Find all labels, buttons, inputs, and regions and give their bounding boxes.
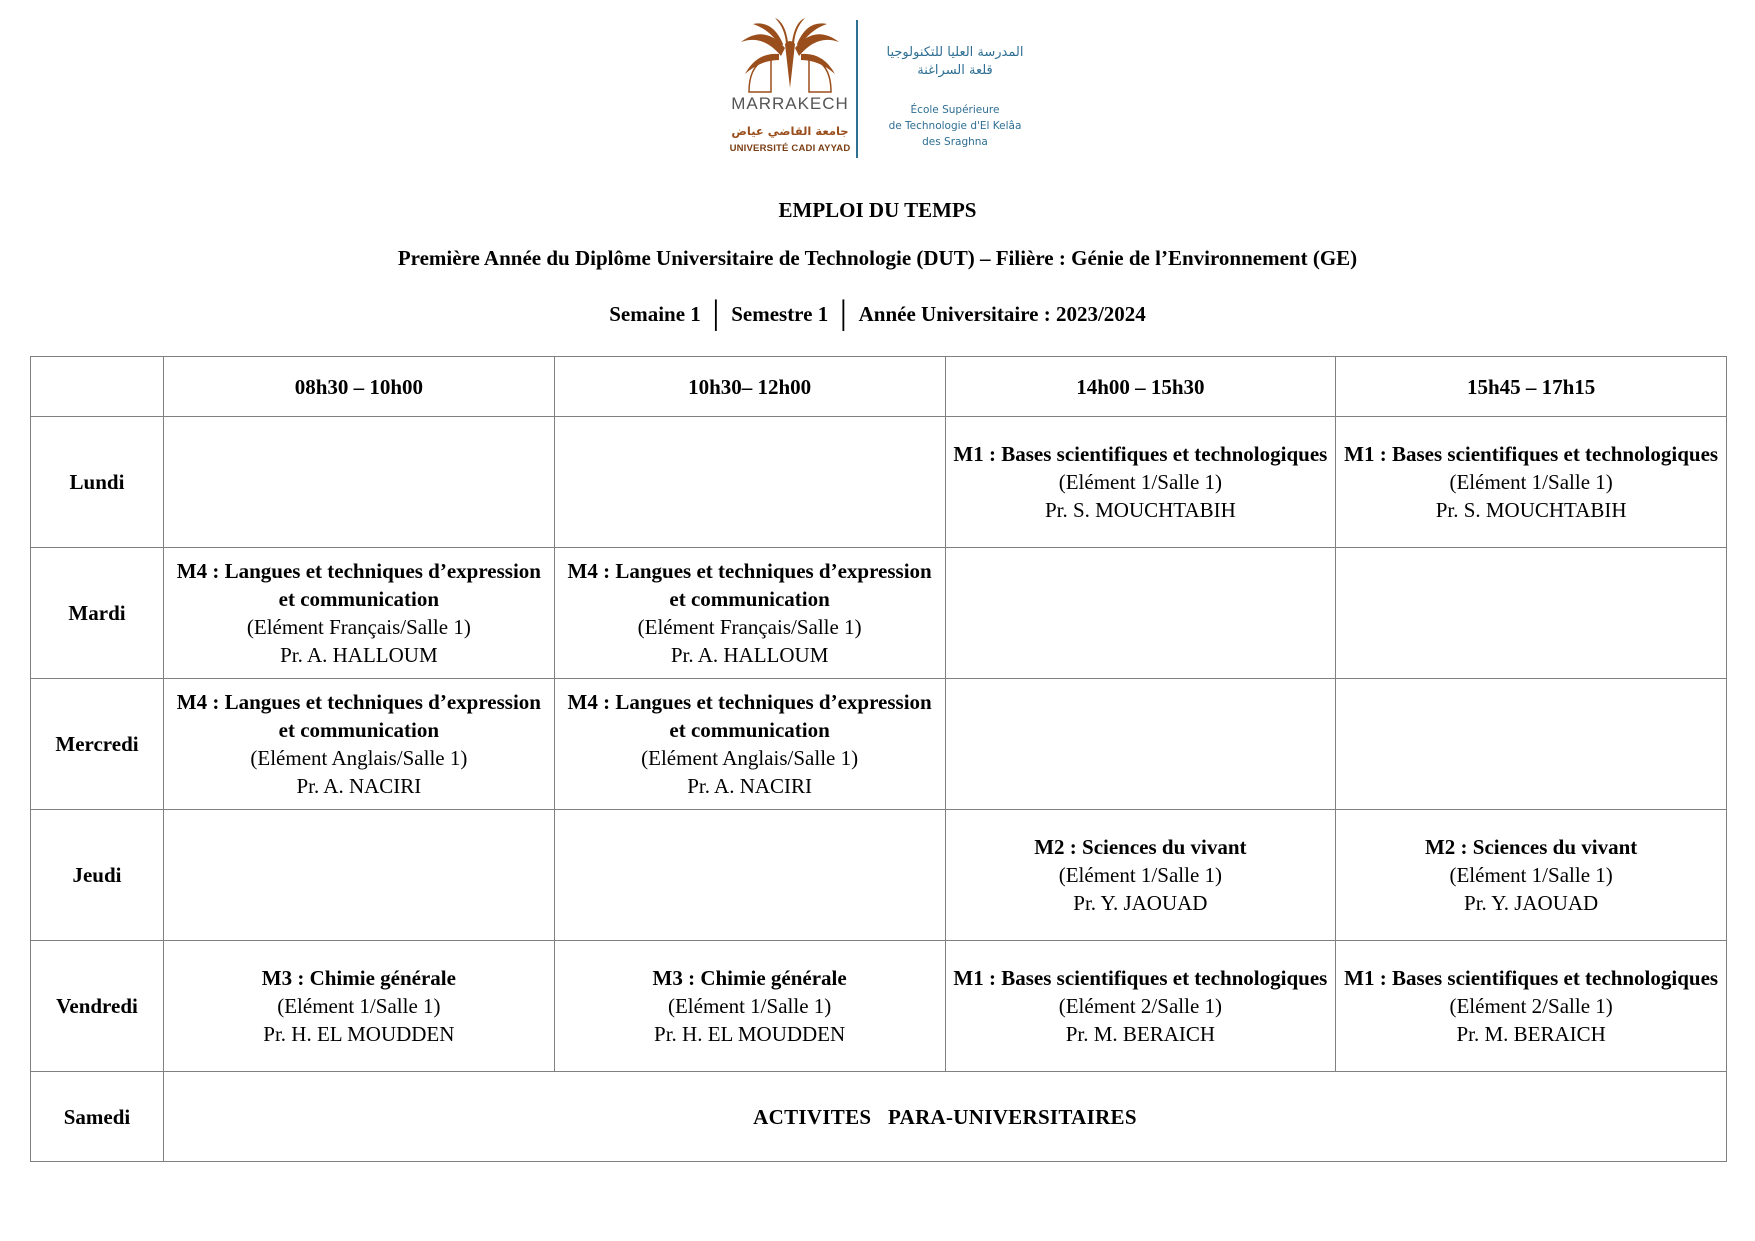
course-element-room: (Elément 1/Salle 1) — [1449, 470, 1613, 494]
day-row-mardi — [31, 548, 1727, 679]
course-professor: Pr. Y. JAOUAD — [1464, 891, 1599, 915]
course-element-room: (Elément Français/Salle 1) — [637, 615, 862, 639]
course-cell — [554, 679, 945, 810]
time-slot-header: 14h00 – 15h30 — [945, 357, 1336, 417]
course-element-room: (Elément Français/Salle 1) — [246, 615, 471, 639]
course-module: M1 : Bases scientifiques et technologiques — [953, 966, 1328, 990]
empty-cell — [554, 810, 945, 941]
course-professor: Pr. A. HALLOUM — [670, 643, 829, 667]
course-cell — [554, 548, 945, 679]
course-cell — [164, 548, 555, 679]
school-name-block — [862, 18, 1048, 160]
course-element-room: (Elément Anglais/Salle 1) — [641, 746, 859, 770]
course-module: M3 : Chimie générale — [652, 966, 847, 990]
course-cell — [554, 941, 945, 1072]
course-element-room: (Elément 1/Salle 1) — [277, 994, 441, 1018]
logo-university-arabic: جامعة القاضي عياض — [731, 124, 849, 138]
day-label: Mercredi — [31, 679, 164, 810]
empty-cell — [945, 548, 1336, 679]
timetable-grid — [30, 356, 1727, 1162]
course-cell — [1336, 810, 1727, 941]
school-name-french-line1: École Supérieure — [910, 104, 1000, 116]
semester-label: Semestre 1 — [731, 302, 829, 326]
logo-university-french: UNIVERSITÉ CADI AYYAD — [729, 143, 851, 154]
school-name-arabic — [862, 44, 1048, 80]
course-module: M4 : Langues et techniques d’expression et communication — [176, 559, 541, 611]
course-cell — [1336, 417, 1727, 548]
school-logo — [728, 18, 1048, 160]
course-cell — [164, 941, 555, 1072]
course-professor: Pr. S. MOUCHTABIH — [1044, 498, 1236, 522]
empty-cell — [945, 679, 1336, 810]
course-element-room: (Elément 1/Salle 1) — [1058, 863, 1223, 887]
empty-cell — [164, 417, 555, 548]
course-module: M2 : Sciences du vivant — [1034, 835, 1247, 859]
separator: │ — [834, 300, 853, 329]
course-module: M4 : Langues et techniques d’expression et communication — [176, 690, 541, 742]
day-row-vendredi — [31, 941, 1727, 1072]
course-element-room: (Elément Anglais/Salle 1) — [250, 746, 468, 770]
course-cell — [164, 679, 555, 810]
time-slot-header: 10h30– 12h00 — [554, 357, 945, 417]
course-module: M1 : Bases scientifiques et technologiques — [1344, 966, 1719, 990]
course-module: M1 : Bases scientifiques et technologiques — [953, 442, 1328, 466]
course-cell — [945, 941, 1336, 1072]
course-element-room: (Elément 1/Salle 1) — [1058, 470, 1223, 494]
day-row-samedi — [31, 1072, 1727, 1162]
time-slot-header: 08h30 – 10h00 — [164, 357, 555, 417]
para-university-activities-cell: ACTIVITES PARA-UNIVERSITAIRES — [164, 1072, 1727, 1162]
school-name-french-line3: des Sraghna — [922, 136, 988, 148]
day-row-lundi — [31, 417, 1727, 548]
empty-cell — [554, 417, 945, 548]
course-professor: Pr. A. HALLOUM — [280, 643, 438, 667]
day-row-mercredi — [31, 679, 1727, 810]
course-module: M3 : Chimie générale — [261, 966, 456, 990]
course-element-room: (Elément 1/Salle 1) — [667, 994, 832, 1018]
period-line — [0, 300, 1755, 330]
timetable — [30, 356, 1726, 1162]
course-module: M2 : Sciences du vivant — [1424, 835, 1638, 859]
logo-city-text: MARRAKECH — [731, 94, 849, 113]
course-module: M1 : Bases scientifiques et technologiques — [1344, 442, 1719, 466]
week-label: Semaine 1 — [609, 302, 701, 326]
course-professor: Pr. S. MOUCHTABIH — [1435, 498, 1627, 522]
course-professor: Pr. Y. JAOUAD — [1073, 891, 1208, 915]
course-element-room: (Elément 2/Salle 1) — [1058, 994, 1223, 1018]
palm-tree-icon — [735, 18, 845, 94]
day-label: Samedi — [31, 1072, 164, 1162]
separator: │ — [706, 300, 726, 329]
day-label: Mardi — [31, 548, 164, 679]
school-name-french — [862, 102, 1048, 150]
empty-cell — [1336, 548, 1727, 679]
school-name-french-line2: de Technologie d'El Kelâa — [888, 120, 1022, 132]
time-slot-header-row — [31, 357, 1727, 417]
course-element-room: (Elément 2/Salle 1) — [1449, 994, 1613, 1018]
corner-cell — [31, 357, 164, 417]
course-professor: Pr. H. EL MOUDDEN — [263, 1022, 455, 1046]
course-professor: Pr. H. EL MOUDDEN — [654, 1022, 846, 1046]
university-logo — [728, 18, 852, 160]
course-professor: Pr. A. NACIRI — [296, 774, 422, 798]
course-professor: Pr. M. BERAICH — [1065, 1022, 1216, 1046]
day-label: Jeudi — [31, 810, 164, 941]
day-label: Vendredi — [31, 941, 164, 1072]
course-cell — [1336, 941, 1727, 1072]
empty-cell — [1336, 679, 1727, 810]
course-cell — [945, 417, 1336, 548]
course-element-room: (Elément 1/Salle 1) — [1449, 863, 1613, 887]
course-module: M4 : Langues et techniques d’expression et communication — [567, 690, 932, 742]
academic-year-label: Année Universitaire : 2023/2024 — [858, 302, 1146, 326]
document-title: EMPLOI DU TEMPS — [778, 198, 977, 222]
school-name-arabic-line1: المدرسة العليا للتكنولوجيا — [886, 45, 1024, 60]
logo-divider — [856, 20, 858, 158]
day-row-jeudi — [31, 810, 1727, 941]
school-name-arabic-line2: قلعة السراغنة — [917, 63, 993, 78]
course-professor: Pr. A. NACIRI — [687, 774, 813, 798]
program-subtitle: Première Année du Diplôme Universitaire de Technologie (DUT) – Filière : Génie de l’Environnement (GE) — [397, 246, 1358, 270]
course-module: M4 : Langues et techniques d’expression et communication — [567, 559, 932, 611]
time-slot-header: 15h45 – 17h15 — [1336, 357, 1727, 417]
day-label: Lundi — [31, 417, 164, 548]
course-professor: Pr. M. BERAICH — [1456, 1022, 1606, 1046]
course-cell — [945, 810, 1336, 941]
empty-cell — [164, 810, 555, 941]
